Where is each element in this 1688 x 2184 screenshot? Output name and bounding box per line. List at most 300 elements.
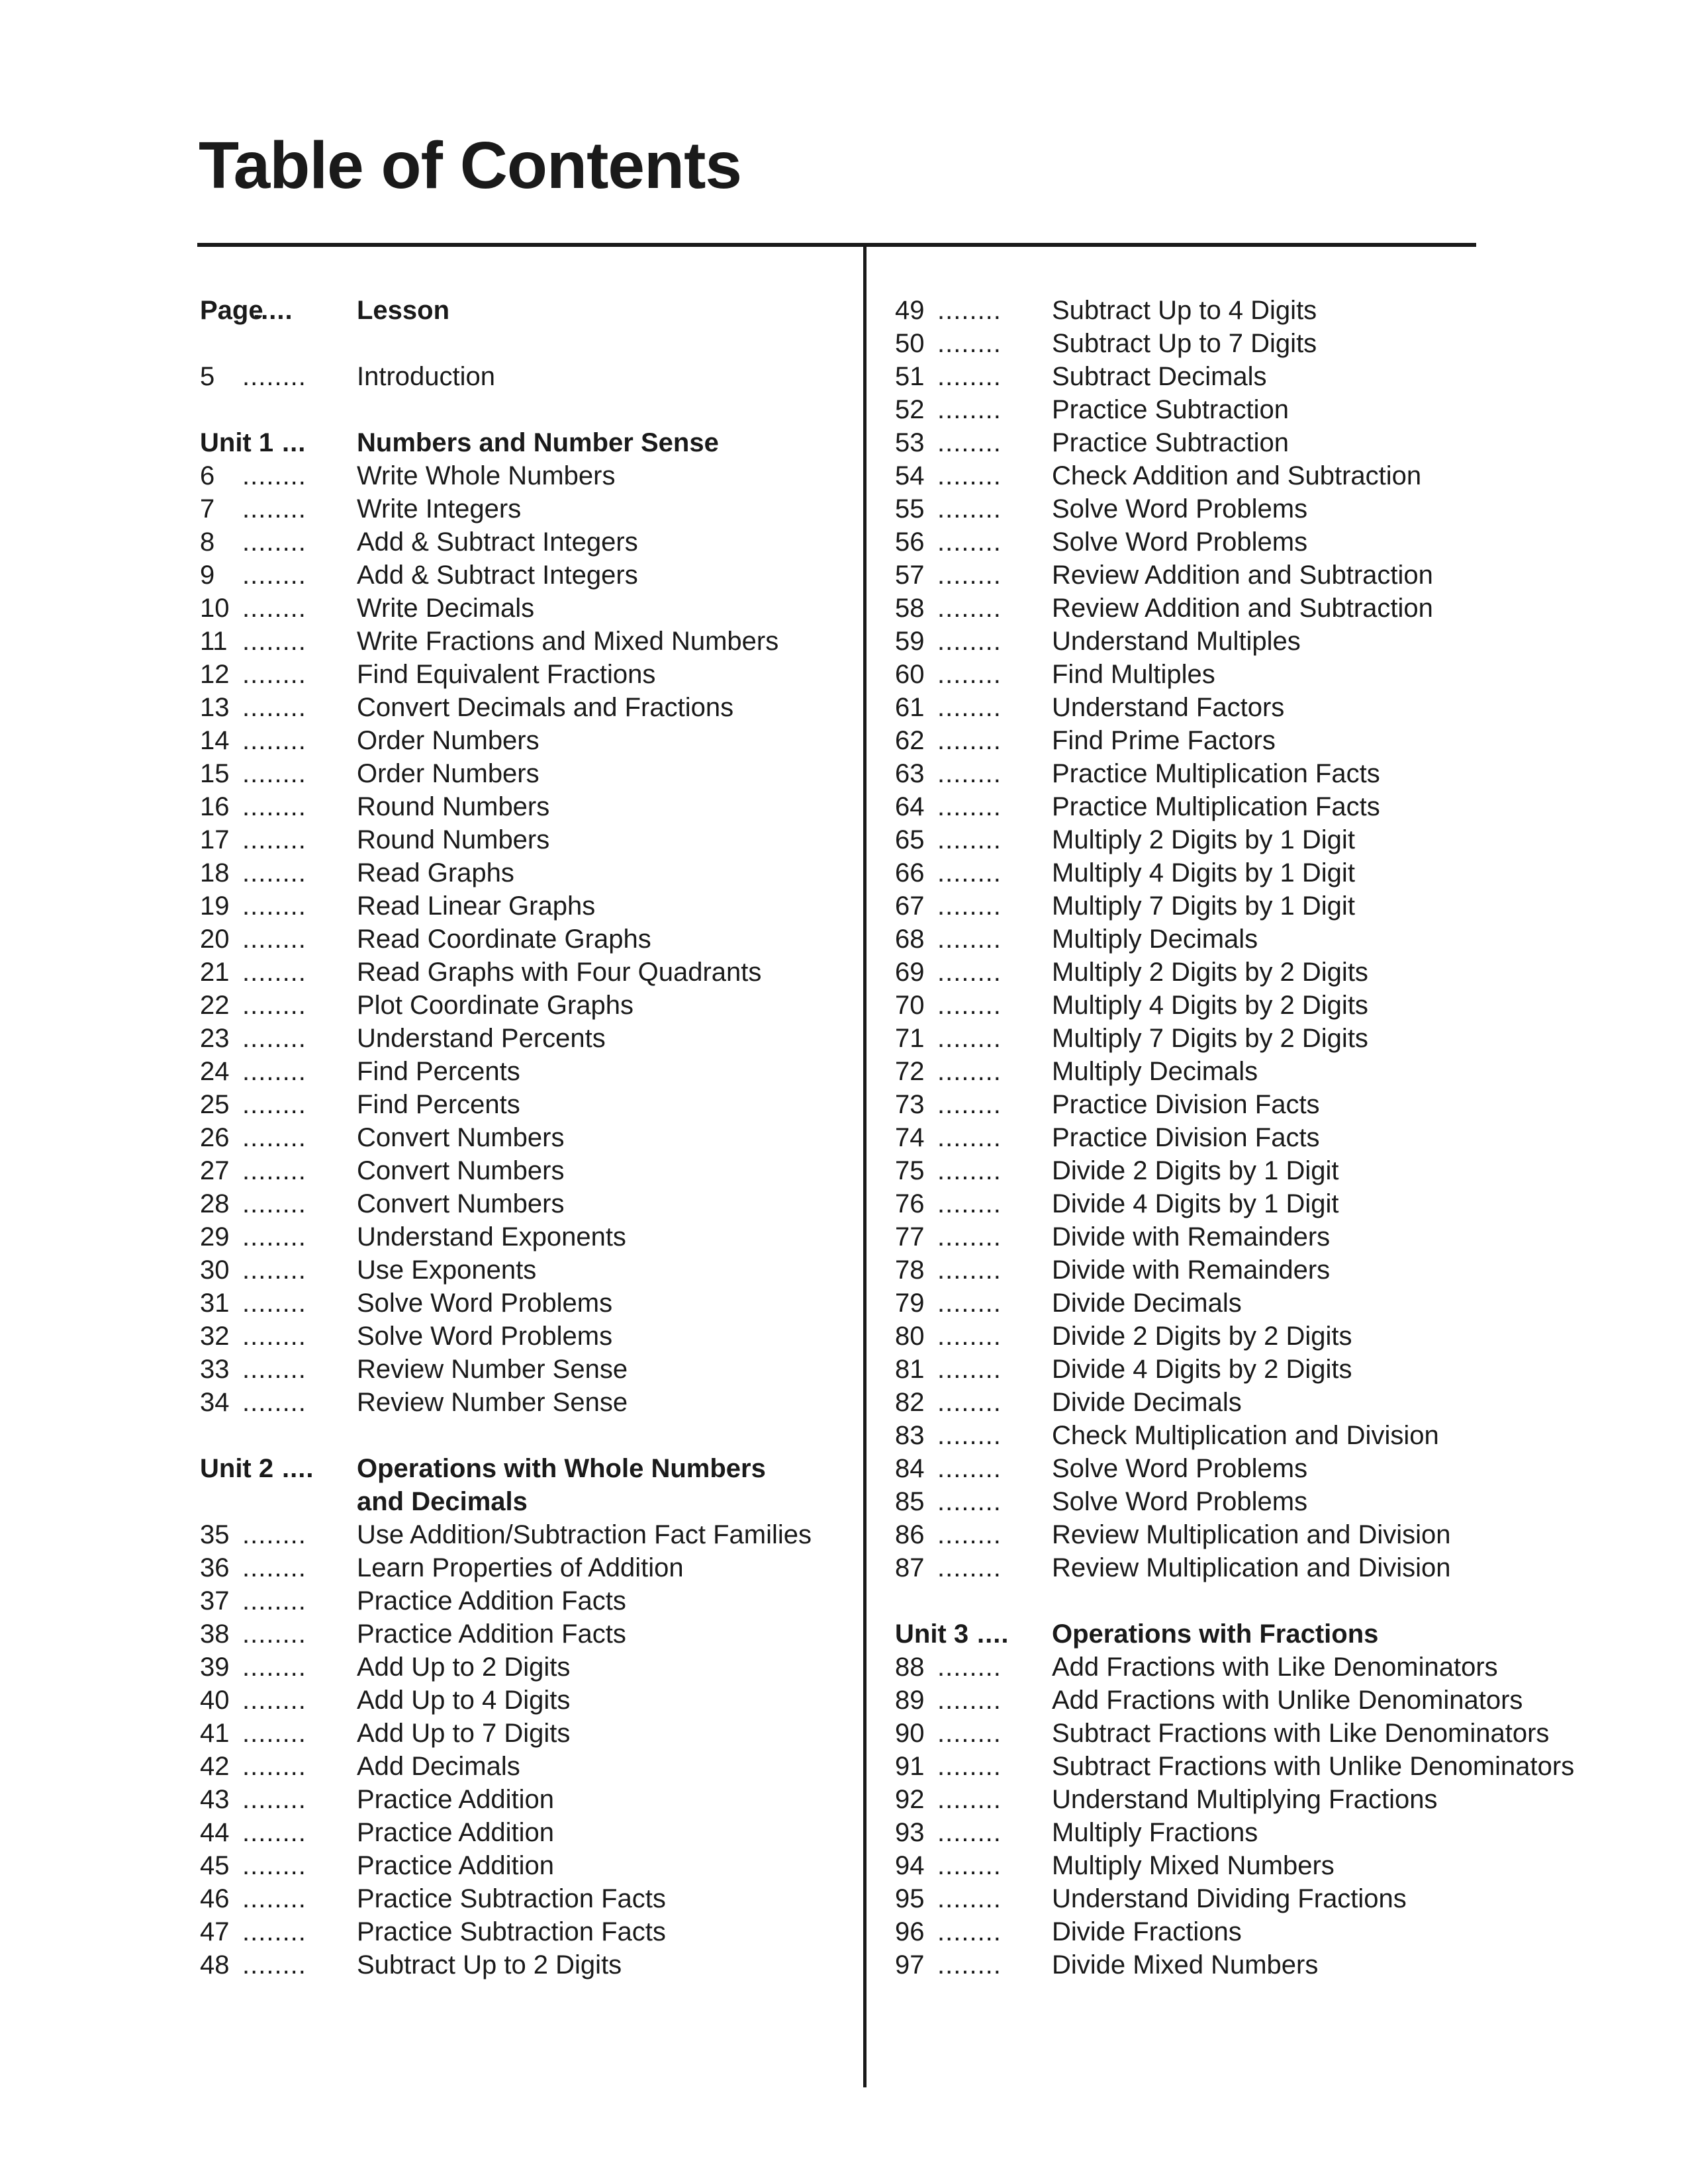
toc-intro-row[interactable] [200, 360, 842, 393]
entry-leader-dots: ........ [937, 362, 1002, 391]
toc-entry-row[interactable] [895, 923, 1676, 956]
entry-leader-dots: ........ [937, 1950, 1002, 1979]
entry-leader-dots: ........ [242, 1851, 306, 1880]
toc-entry-row[interactable] [200, 1386, 842, 1419]
entry-lesson-title: Solve Word Problems [1052, 1454, 1308, 1483]
header-page-label: Page [200, 296, 263, 325]
entry-page-number: 47 [200, 1917, 230, 1946]
unit-title: Numbers and Number Sense [357, 428, 719, 457]
entry-leader-dots: ........ [937, 1388, 1002, 1417]
entry-page-number: 80 [895, 1322, 925, 1351]
toc-entry-row[interactable] [895, 492, 1676, 525]
entry-leader-dots: ........ [242, 1057, 306, 1086]
entry-page-number: 86 [895, 1520, 925, 1549]
entry-page-number: 41 [200, 1719, 230, 1748]
toc-entry-row[interactable] [895, 1220, 1676, 1253]
toc-entry-row[interactable] [200, 1022, 842, 1055]
entry-lesson-title: Divide Mixed Numbers [1052, 1950, 1319, 1979]
toc-entry-row[interactable] [200, 1783, 842, 1816]
entry-leader-dots: ........ [242, 1752, 306, 1781]
toc-entry-row[interactable] [895, 1187, 1676, 1220]
entry-leader-dots: ........ [242, 726, 306, 755]
entry-page-number: 34 [200, 1388, 230, 1417]
entry-lesson-title: Divide 4 Digits by 2 Digits [1052, 1355, 1352, 1384]
toc-entry-row[interactable] [895, 790, 1676, 823]
entry-page-number: 62 [895, 726, 925, 755]
toc-entry-row[interactable] [895, 856, 1676, 889]
toc-entry-row[interactable] [895, 1518, 1676, 1551]
entry-page-number: 69 [895, 958, 925, 987]
entry-leader-dots: ........ [242, 858, 306, 887]
toc-entry-row[interactable] [895, 658, 1676, 691]
entry-leader-dots: ........ [242, 527, 306, 557]
entry-lesson-title: Subtract Fractions with Like Denominators [1052, 1719, 1550, 1748]
toc-entry-row[interactable] [895, 757, 1676, 790]
toc-entry-row[interactable] [895, 989, 1676, 1022]
entry-page-number: 37 [200, 1586, 230, 1615]
entry-leader-dots: ........ [937, 1057, 1002, 1086]
entry-page-number: 75 [895, 1156, 925, 1185]
entry-lesson-title: Practice Division Facts [1052, 1123, 1320, 1152]
toc-entry-row[interactable] [200, 790, 842, 823]
toc-entry-row[interactable] [895, 1419, 1676, 1452]
entry-lesson-title: Find Equivalent Fractions [357, 660, 656, 689]
entry-lesson-title: Divide 2 Digits by 1 Digit [1052, 1156, 1339, 1185]
toc-entry-row[interactable] [895, 1055, 1676, 1088]
toc-entry-row[interactable] [200, 823, 842, 856]
entry-leader-dots: ........ [242, 759, 306, 788]
entry-lesson-title: Write Fractions and Mixed Numbers [357, 627, 779, 656]
toc-entry-row[interactable] [895, 1684, 1676, 1717]
entry-page-number: 16 [200, 792, 230, 821]
toc-entry-row[interactable] [895, 1750, 1676, 1783]
toc-entry-row[interactable] [200, 1220, 842, 1253]
entry-page-number: 33 [200, 1355, 230, 1384]
unit-title: Operations with Whole Numbers [357, 1454, 766, 1483]
entry-page-number: 68 [895, 925, 925, 954]
entry-page-number: 38 [200, 1619, 230, 1649]
entry-page-number: 18 [200, 858, 230, 887]
toc-entry-row[interactable] [895, 1551, 1676, 1584]
entry-page-number: 13 [200, 693, 230, 722]
entry-page-number: 49 [895, 296, 925, 325]
entry-page-number: 25 [200, 1090, 230, 1119]
entry-leader-dots: ........ [937, 726, 1002, 755]
entry-lesson-title: Find Prime Factors [1052, 726, 1276, 755]
toc-entry-row[interactable] [200, 1055, 842, 1088]
entry-page-number: 39 [200, 1653, 230, 1682]
entry-lesson-title: Multiply 7 Digits by 2 Digits [1052, 1024, 1368, 1053]
entry-lesson-title: Convert Numbers [357, 1123, 565, 1152]
entry-lesson-title: Solve Word Problems [1052, 527, 1308, 557]
entry-lesson-title: Practice Multiplication Facts [1052, 759, 1380, 788]
toc-entry-row[interactable] [200, 1121, 842, 1154]
entry-leader-dots: ........ [937, 1818, 1002, 1847]
entry-page-number: 65 [895, 825, 925, 854]
toc-entry-row[interactable] [895, 1882, 1676, 1915]
entry-page-number: 17 [200, 825, 230, 854]
entry-lesson-title: Divide 2 Digits by 2 Digits [1052, 1322, 1352, 1351]
entry-lesson-title: Divide Fractions [1052, 1917, 1242, 1946]
entry-page-number: 73 [895, 1090, 925, 1119]
toc-entry-row[interactable] [895, 1353, 1676, 1386]
unit-title-continuation: and Decimals [357, 1487, 528, 1516]
entry-leader-dots: ........ [242, 825, 306, 854]
entry-lesson-title: Add Up to 4 Digits [357, 1686, 571, 1715]
entry-leader-dots: ........ [937, 428, 1002, 457]
entry-leader-dots: ........ [242, 1222, 306, 1251]
entry-leader-dots: ........ [242, 1785, 306, 1814]
entry-leader-dots: ........ [242, 660, 306, 689]
entry-lesson-title: Add & Subtract Integers [357, 527, 638, 557]
toc-column-left [200, 294, 842, 1981]
entry-page-number: 84 [895, 1454, 925, 1483]
toc-entry-row[interactable] [200, 889, 842, 923]
entry-leader-dots: ........ [937, 1520, 1002, 1549]
toc-entry-row[interactable] [200, 492, 842, 525]
unit-label: Unit 1 [200, 428, 274, 457]
entry-lesson-title: Find Percents [357, 1090, 520, 1119]
entry-lesson-title: Multiply Mixed Numbers [1052, 1851, 1335, 1880]
toc-entry-row[interactable] [200, 1849, 842, 1882]
toc-entry-row[interactable] [200, 856, 842, 889]
entry-page-number: 40 [200, 1686, 230, 1715]
entry-leader-dots: ........ [242, 1123, 306, 1152]
entry-lesson-title: Practice Addition [357, 1818, 554, 1847]
toc-entry-row[interactable] [200, 1320, 842, 1353]
entry-lesson-title: Divide with Remainders [1052, 1222, 1331, 1251]
entry-lesson-title: Convert Numbers [357, 1189, 565, 1218]
entry-leader-dots: ........ [937, 329, 1002, 358]
entry-lesson-title: Understand Exponents [357, 1222, 626, 1251]
entry-leader-dots: ........ [242, 1255, 306, 1285]
toc-entry-row[interactable] [895, 1717, 1676, 1750]
toc-entry-row[interactable] [200, 1551, 842, 1584]
entry-leader-dots: ........ [937, 1719, 1002, 1748]
entry-lesson-title: Use Exponents [357, 1255, 537, 1285]
entry-page-number: 85 [895, 1487, 925, 1516]
toc-entry-row[interactable] [200, 559, 842, 592]
entry-lesson-title: Subtract Up to 7 Digits [1052, 329, 1317, 358]
entry-leader-dots: ........ [242, 1686, 306, 1715]
toc-entry-row[interactable] [200, 1088, 842, 1121]
entry-leader-dots: ........ [937, 1322, 1002, 1351]
toc-entry-row[interactable] [895, 1287, 1676, 1320]
entry-leader-dots: ........ [937, 296, 1002, 325]
unit-dots: .... [282, 1454, 314, 1483]
toc-left-entries [200, 426, 842, 1981]
toc-entry-row[interactable] [895, 525, 1676, 559]
entry-page-number: 51 [895, 362, 925, 391]
entry-leader-dots: ........ [937, 561, 1002, 590]
entry-page-number: 63 [895, 759, 925, 788]
entry-lesson-title: Practice Subtraction [1052, 428, 1289, 457]
toc-entry-row[interactable] [895, 1022, 1676, 1055]
entry-page-number: 24 [200, 1057, 230, 1086]
entry-lesson-title: Round Numbers [357, 825, 550, 854]
entry-lesson-title: Solve Word Problems [357, 1289, 613, 1318]
toc-entry-row[interactable] [200, 1617, 842, 1651]
entry-page-number: 79 [895, 1289, 925, 1318]
toc-entry-row[interactable] [200, 658, 842, 691]
toc-entry-row[interactable] [200, 525, 842, 559]
entry-leader-dots: ........ [937, 891, 1002, 921]
entry-page-number: 8 [200, 527, 215, 557]
toc-entry-row[interactable] [200, 1717, 842, 1750]
toc-entry-row[interactable] [895, 294, 1676, 327]
entry-leader-dots: ........ [937, 1917, 1002, 1946]
entry-leader-dots: ........ [937, 1222, 1002, 1251]
entry-page-number: 52 [895, 395, 925, 424]
entry-page-number: 27 [200, 1156, 230, 1185]
toc-entry-row[interactable] [895, 1783, 1676, 1816]
entry-page-number: 20 [200, 925, 230, 954]
entry-lesson-title: Practice Division Facts [1052, 1090, 1320, 1119]
toc-entry-row[interactable] [895, 1154, 1676, 1187]
unit-label: Unit 2 [200, 1454, 274, 1483]
entry-lesson-title: Subtract Up to 4 Digits [1052, 296, 1317, 325]
entry-leader-dots: ........ [242, 1189, 306, 1218]
toc-entry-row[interactable] [200, 1882, 842, 1915]
entry-leader-dots: ........ [242, 1322, 306, 1351]
entry-page-number: 77 [895, 1222, 925, 1251]
toc-entry-row[interactable] [200, 1915, 842, 1948]
toc-entry-row[interactable] [200, 1651, 842, 1684]
entry-lesson-title: Read Coordinate Graphs [357, 925, 651, 954]
entry-lesson-title: Practice Multiplication Facts [1052, 792, 1380, 821]
entry-page-number: 48 [200, 1950, 230, 1979]
entry-page-number: 97 [895, 1950, 925, 1979]
toc-entry-row[interactable] [200, 1253, 842, 1287]
entry-leader-dots: ........ [242, 594, 306, 623]
toc-entry-row[interactable] [895, 1915, 1676, 1948]
entry-lesson-title: Multiply Decimals [1052, 925, 1258, 954]
entry-leader-dots: ........ [937, 1123, 1002, 1152]
entry-leader-dots: ........ [937, 461, 1002, 490]
entry-lesson-title: Divide 4 Digits by 1 Digit [1052, 1189, 1339, 1218]
toc-entry-row[interactable] [895, 823, 1676, 856]
entry-page-number: 93 [895, 1818, 925, 1847]
entry-lesson-title: Check Addition and Subtraction [1052, 461, 1422, 490]
entry-lesson-title: Subtract Fractions with Unlike Denominators [1052, 1752, 1575, 1781]
entry-page-number: 76 [895, 1189, 925, 1218]
entry-lesson-title: Write Whole Numbers [357, 461, 616, 490]
entry-page-number: 67 [895, 891, 925, 921]
entry-lesson-title: Convert Numbers [357, 1156, 565, 1185]
toc-entry-row[interactable] [200, 956, 842, 989]
entry-page-number: 60 [895, 660, 925, 689]
unit-heading [895, 1617, 1676, 1651]
entry-leader-dots: ........ [937, 958, 1002, 987]
entry-leader-dots: ........ [937, 594, 1002, 623]
entry-lesson-title: Understand Percents [357, 1024, 606, 1053]
title-divider [197, 243, 1476, 247]
entry-page-number: 36 [200, 1553, 230, 1582]
entry-leader-dots: ........ [937, 1289, 1002, 1318]
entry-leader-dots: ........ [937, 395, 1002, 424]
entry-leader-dots: ........ [242, 1553, 306, 1582]
entry-lesson-title: Order Numbers [357, 726, 539, 755]
toc-entry-row[interactable] [895, 360, 1676, 393]
toc-entry-row[interactable] [895, 559, 1676, 592]
toc-entry-row[interactable] [200, 1584, 842, 1617]
entry-page-number: 45 [200, 1851, 230, 1880]
entry-page-number: 19 [200, 891, 230, 921]
entry-leader-dots: ........ [242, 1024, 306, 1053]
entry-leader-dots: ........ [242, 1719, 306, 1748]
toc-entry-row[interactable] [895, 1651, 1676, 1684]
entry-leader-dots: ........ [937, 627, 1002, 656]
entry-page-number: 31 [200, 1289, 230, 1318]
entry-leader-dots: ........ [937, 1421, 1002, 1450]
unit-dots: .... [977, 1619, 1009, 1649]
entry-lesson-title: Multiply 2 Digits by 2 Digits [1052, 958, 1368, 987]
toc-entry-row[interactable] [200, 1287, 842, 1320]
entry-page-number: 56 [895, 527, 925, 557]
entry-lesson-title: Find Percents [357, 1057, 520, 1086]
toc-entry-row[interactable] [200, 1154, 842, 1187]
entry-lesson-title: Use Addition/Subtraction Fact Families [357, 1520, 812, 1549]
entry-page-number: 21 [200, 958, 230, 987]
entry-lesson-title: Review Addition and Subtraction [1052, 561, 1433, 590]
toc-entry-row[interactable] [895, 1386, 1676, 1419]
entry-lesson-title: Read Linear Graphs [357, 891, 596, 921]
entry-leader-dots: ........ [937, 925, 1002, 954]
unit-heading [200, 1452, 842, 1485]
entry-lesson-title: Find Multiples [1052, 660, 1215, 689]
toc-header-row [200, 294, 842, 327]
entry-leader-dots: ........ [242, 693, 306, 722]
toc-entry-row[interactable] [895, 426, 1676, 459]
toc-entry-row[interactable] [200, 1948, 842, 1981]
toc-entry-row[interactable] [895, 956, 1676, 989]
entry-lesson-title: Practice Addition [357, 1851, 554, 1880]
entry-lesson-title: Write Integers [357, 494, 522, 523]
entry-page-number: 35 [200, 1520, 230, 1549]
entry-leader-dots: ........ [242, 925, 306, 954]
entry-page-number: 12 [200, 660, 230, 689]
toc-entry-row[interactable] [895, 1253, 1676, 1287]
toc-entry-row[interactable] [895, 1816, 1676, 1849]
entry-page-number: 82 [895, 1388, 925, 1417]
entry-page-number: 70 [895, 991, 925, 1020]
entry-leader-dots: ........ [937, 1653, 1002, 1682]
toc-entry-row[interactable] [895, 691, 1676, 724]
entry-leader-dots: ........ [242, 1289, 306, 1318]
entry-lesson-title: Divide Decimals [1052, 1388, 1242, 1417]
entry-leader-dots: ........ [242, 1355, 306, 1384]
entry-leader-dots: ........ [242, 1520, 306, 1549]
entry-lesson-title: Practice Addition Facts [357, 1586, 626, 1615]
toc-entry-row[interactable] [200, 1353, 842, 1386]
toc-entry-row[interactable] [895, 592, 1676, 625]
entry-page-number: 78 [895, 1255, 925, 1285]
entry-page-number: 66 [895, 858, 925, 887]
entry-page-number: 57 [895, 561, 925, 590]
entry-page-number: 50 [895, 329, 925, 358]
entry-page-number: 74 [895, 1123, 925, 1152]
toc-entry-row[interactable] [200, 1750, 842, 1783]
toc-entry-row[interactable] [895, 393, 1676, 426]
toc-entry-row[interactable] [200, 1518, 842, 1551]
entry-page-number: 6 [200, 461, 215, 490]
toc-entry-row[interactable] [200, 989, 842, 1022]
entry-lesson-title: Add Decimals [357, 1752, 520, 1781]
toc-entry-row[interactable] [200, 923, 842, 956]
toc-entry-row[interactable] [895, 1121, 1676, 1154]
header-lesson-label: Lesson [357, 296, 450, 325]
entry-leader-dots: ........ [242, 1156, 306, 1185]
toc-entry-row[interactable] [200, 1187, 842, 1220]
entry-leader-dots: ........ [937, 825, 1002, 854]
entry-leader-dots: ........ [937, 1156, 1002, 1185]
entry-lesson-title: Multiply 2 Digits by 1 Digit [1052, 825, 1355, 854]
entry-leader-dots: ........ [242, 1586, 306, 1615]
entry-lesson-title: Solve Word Problems [1052, 494, 1308, 523]
intro-dots: ........ [242, 362, 306, 391]
unit-title: Operations with Fractions [1052, 1619, 1379, 1649]
toc-entry-row[interactable] [200, 724, 842, 757]
toc-right-entries [895, 294, 1676, 1981]
entry-lesson-title: Review Number Sense [357, 1388, 628, 1417]
entry-leader-dots: ........ [937, 1255, 1002, 1285]
entry-leader-dots: ........ [937, 1189, 1002, 1218]
toc-entry-row[interactable] [895, 1452, 1676, 1485]
toc-entry-row[interactable] [895, 1948, 1676, 1981]
entry-leader-dots: ........ [937, 1487, 1002, 1516]
entry-leader-dots: ........ [242, 1884, 306, 1913]
toc-entry-row[interactable] [895, 1849, 1676, 1882]
toc-entry-row[interactable] [200, 1816, 842, 1849]
entry-lesson-title: Practice Subtraction Facts [357, 1917, 666, 1946]
toc-entry-row[interactable] [200, 691, 842, 724]
entry-leader-dots: ........ [937, 1785, 1002, 1814]
entry-lesson-title: Read Graphs [357, 858, 514, 887]
toc-entry-row[interactable] [895, 889, 1676, 923]
entry-leader-dots: ........ [937, 792, 1002, 821]
entry-lesson-title: Practice Addition [357, 1785, 554, 1814]
toc-entry-row[interactable] [895, 327, 1676, 360]
toc-entry-row[interactable] [895, 1088, 1676, 1121]
header-dots: ..... [253, 296, 293, 325]
entry-page-number: 87 [895, 1553, 925, 1582]
entry-leader-dots: ........ [937, 1553, 1002, 1582]
entry-page-number: 81 [895, 1355, 925, 1384]
entry-leader-dots: ........ [937, 693, 1002, 722]
toc-entry-row[interactable] [895, 1485, 1676, 1518]
toc-entry-row[interactable] [200, 625, 842, 658]
entry-lesson-title: Review Multiplication and Division [1052, 1553, 1451, 1582]
toc-entry-row[interactable] [200, 459, 842, 492]
toc-entry-row[interactable] [200, 757, 842, 790]
entry-leader-dots: ........ [937, 1686, 1002, 1715]
toc-entry-row[interactable] [200, 1684, 842, 1717]
entry-page-number: 9 [200, 561, 215, 590]
entry-lesson-title: Practice Addition Facts [357, 1619, 626, 1649]
entry-page-number: 42 [200, 1752, 230, 1781]
entry-page-number: 58 [895, 594, 925, 623]
entry-lesson-title: Order Numbers [357, 759, 539, 788]
toc-entry-row[interactable] [895, 625, 1676, 658]
toc-entry-row[interactable] [895, 724, 1676, 757]
entry-page-number: 32 [200, 1322, 230, 1351]
entry-page-number: 22 [200, 991, 230, 1020]
toc-entry-row[interactable] [895, 1320, 1676, 1353]
entry-page-number: 92 [895, 1785, 925, 1814]
toc-entry-row[interactable] [895, 459, 1676, 492]
toc-entry-row[interactable] [200, 592, 842, 625]
entry-lesson-title: Review Addition and Subtraction [1052, 594, 1433, 623]
